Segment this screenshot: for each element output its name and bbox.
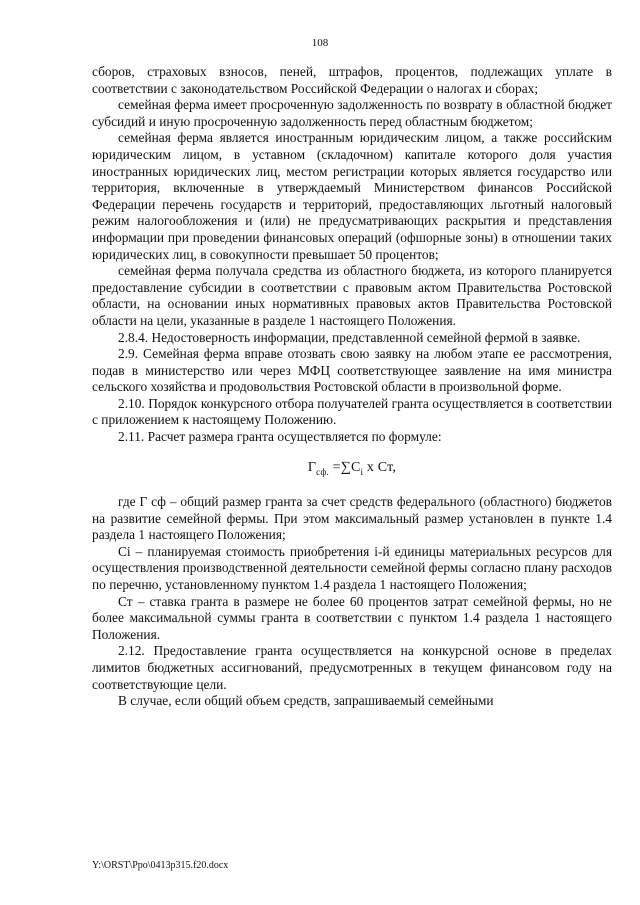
document-body (92, 64, 612, 710)
formula-rhs-tail: х Ст, (363, 459, 397, 475)
formula-rhs: =∑С (328, 459, 361, 475)
paragraph-ci-definition: Сi – планируемая стоимость приобретения i-й единицы материальных ресурсов для осуществления производственной деятельности семейной фермы согласно плану расходов по перечню, установленному пунктом 1.4 раздела 1 настоящего Положения; (92, 543, 612, 593)
formula-lhs: Г (307, 459, 317, 475)
formula-lhs-subscript: сф. (316, 466, 329, 477)
paragraph-st-definition: Ст – ставка гранта в размере не более 60 процентов затрат семейной фермы, но не более максимальной суммы гранта в соответствии с пунктом 1.4 раздела 1 настоящего Положения. (92, 593, 612, 642)
paragraph-overdue-debt: семейная ферма имеет просроченную задолженность по возврату в областной бюджет субсидий и иную просроченную задолженность перед областным бюджетом; (92, 97, 612, 129)
paragraph-2-8-4: 2.8.4. Недостоверность информации, представленной семейной фермой в заявке. (118, 329, 581, 345)
paragraph-2-9: 2.9. Семейная ферма вправе отозвать свою заявку на любом этапе ее рассмотрения, подав в министерство или через МФЦ соответствующее заявление на имя министра сельского хозяйства и продовольствия Ростовской области в произвольной форме. (92, 346, 612, 395)
paragraph-gsf-definition: где Г сф – общий размер гранта за счет средств федерального (областного) бюджетов на развитие семейной фермы. При этом максимальный размер установлен в пункте 1.4 раздела 1 настоящего Положения; (92, 494, 612, 543)
page-number: 108 (311, 37, 329, 49)
paragraph-2-11: 2.11. Расчет размера гранта осуществляется по формуле: (118, 429, 442, 445)
footer-file-path: Y:\ORST\Ppo\0413p315.f20.docx (92, 860, 229, 871)
paragraph-received-funds: семейная ферма получала средства из областного бюджета, из которого планируется предоставление субсидии в соответствии с правовым актом Правительства Ростовской области, на основании иных нормативных правовых актов Правительства Ростовской области на цели, указанные в разделе 1 настоящего Положения. (92, 263, 612, 328)
paragraph-case-start: В случае, если общий объем средств, запрашиваемый семейными (118, 693, 494, 709)
paragraph-2-10: 2.10. Порядок конкурсного отбора получателей гранта осуществляется в соответствии с приложением к настоящему Положению. (92, 395, 612, 428)
paragraph-2-12: 2.12. Предоставление гранта осуществляется на конкурсной основе в пределах лимитов бюджетных ассигнований, предусмотренных в текущем финансовом году на соответствующие цели. (92, 643, 612, 692)
grant-formula (92, 460, 612, 480)
paragraph-taxes-continuation: сборов, страховых взносов, пеней, штрафов, процентов, подлежащих уплате в соответствии с законодательством Российской Федерации о налогах и сборах; (92, 64, 612, 96)
paragraph-foreign-entity: семейная ферма является иностранным юридическим лицом, а также российским юридическим лицом, в уставном (складочном) капитале которого доля участия иностранных юридических лиц, местом регистрации которых является государство или территория, включенные в утверждаемый Министерством финансов Российской Федерации перечень государств и территорий, предоставляющих льготный налоговый режим налогообложения и (или) не предусматривающих раскрытия и представления информации при проведении финансовых операций (офшорные зоны) в отношении таких юридических лиц, в совокупности превышает 50 процентов; (92, 130, 612, 262)
formula-rhs-subscript: i (360, 466, 364, 477)
